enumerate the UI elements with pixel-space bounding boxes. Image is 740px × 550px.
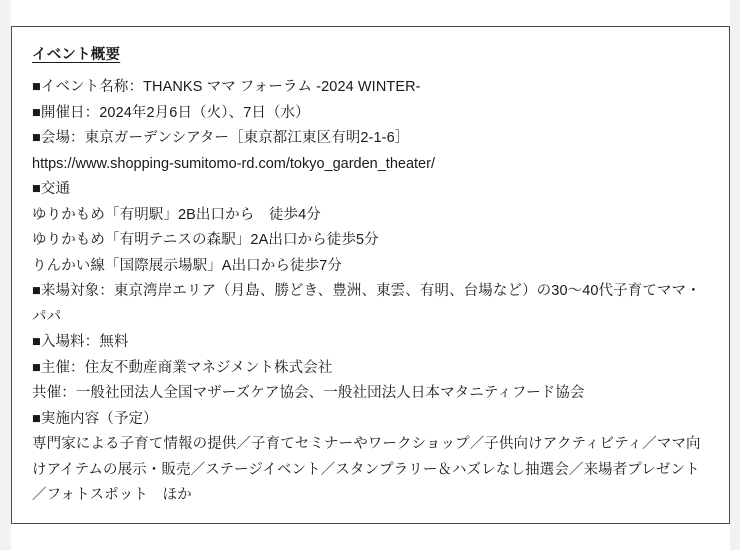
event-date-line: ■開催日：2024年2月6日（火）、7日（水）	[32, 104, 310, 121]
event-outline-card	[11, 26, 730, 524]
admission-fee-line: ■入場料：無料	[32, 334, 129, 350]
right-margin-strip	[730, 0, 740, 550]
access-route-line-2: ゆりかもめ「有明テニスの森駅」2A出口から徒歩5分	[32, 232, 379, 248]
access-heading-line: ■交通	[32, 181, 71, 197]
target-audience-line: ■来場対象：東京湾岸エリア（月島、勝どき、豊洲、東雲、有明、台場など）の30〜40代子育てママ・パパ	[32, 283, 701, 325]
page-title: イベント概要	[32, 47, 121, 63]
program-detail-line: 専門家による子育て情報の提供／子育てセミナーやワークショップ／子供向けアクティビティ／ママ向けアイテムの展示・販売／ステージイベント／スタンプラリー＆ハズレなし抽選会／来場者プレゼント／フォトスポット ほか	[32, 436, 701, 503]
co-organizer-line: 共催：一般社団法人全国マザーズケア協会、一般社団法人日本マタニティフード協会	[32, 385, 585, 401]
event-venue-line: ■会場：東京ガーデンシアター［東京都江東区有明2-1-6］	[32, 130, 410, 146]
organizer-line: ■主催：住友不動産商業マネジメント株式会社	[32, 359, 333, 376]
access-route-line-1: ゆりかもめ「有明駅」2B出口から 徒歩4分	[32, 206, 321, 223]
event-name-line: ■イベント名称：THANKS ママ フォーラム -2024 WINTER-	[32, 79, 421, 95]
left-margin-strip	[0, 0, 11, 550]
program-heading-line: ■実施内容（予定）	[32, 410, 158, 427]
venue-url-line[interactable]: https://www.shopping-sumitomo-rd.com/tokyo_garden_theater/	[32, 155, 435, 172]
access-route-line-3: りんかい線「国際展示場駅」A出口から徒歩7分	[32, 257, 342, 274]
